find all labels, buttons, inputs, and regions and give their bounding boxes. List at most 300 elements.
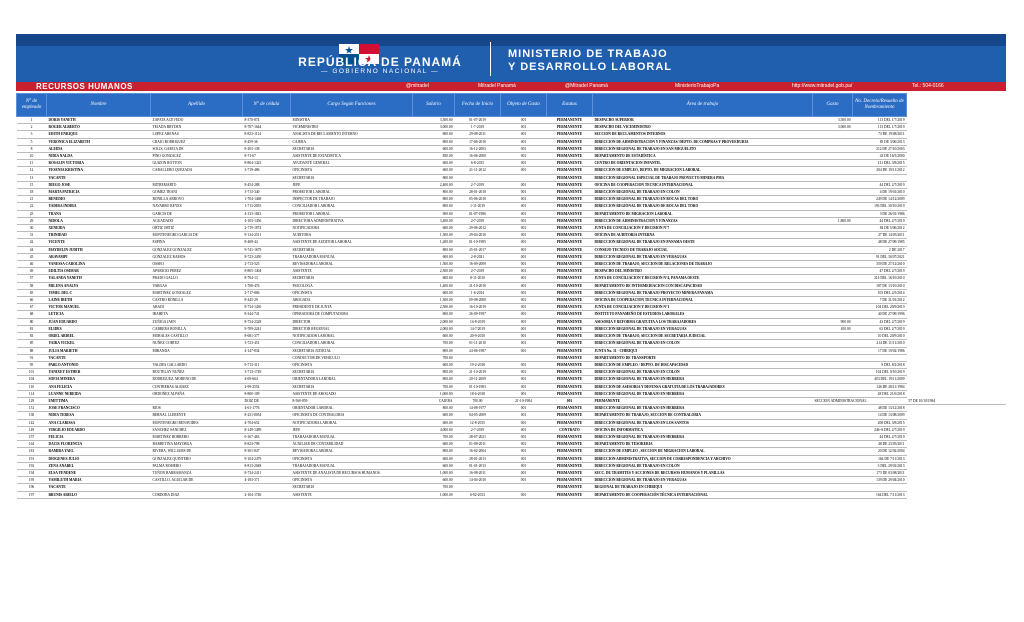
table-cell xyxy=(813,448,853,455)
table-cell: CRAIG RODRIGUEZ xyxy=(151,138,243,145)
table-cell: 16-10-2019 xyxy=(455,304,501,311)
table-cell: 3-723-451 xyxy=(243,340,291,347)
table-cell: 6-8-2015 xyxy=(455,160,501,167)
table-cell: AYUDANTE GENERAL xyxy=(291,160,413,167)
table-cell: 900.00 xyxy=(813,318,853,325)
table-cell: XENEIDA xyxy=(47,225,151,232)
table-cell: VICTOR MANUEL xyxy=(47,304,151,311)
table-cell: 139 DE 29/04/2010 xyxy=(853,477,907,484)
table-cell: DIRECCION REGIONAL DE TRABAJO EN VERAGUAS xyxy=(593,477,813,484)
table-cell xyxy=(813,376,853,383)
table-cell: 40 DE 27/09/1996 xyxy=(853,311,907,318)
table-cell: PERMANENTE xyxy=(547,462,593,469)
table-row xyxy=(17,491,1007,498)
table-cell: 16-02-2004 xyxy=(455,448,501,455)
table-cell: DIRECCION REGIONAL DE TRABAJO EN VERAGUAS xyxy=(593,253,813,260)
column-header: Fecha de Inicio xyxy=(455,94,501,117)
youtube-handle[interactable]: MinisterioTrabajoPa xyxy=(675,83,720,89)
table-cell: 8-813-2048 xyxy=(243,462,291,469)
table-cell: NUÑEZ CORTEZ xyxy=(151,340,243,347)
table-cell xyxy=(853,484,907,491)
table-cell: CONTRERAS ALBAEZ xyxy=(151,383,243,390)
table-row xyxy=(17,131,1007,138)
table-cell: DIRECCION REGIONAL ESPECIAL DE TRABAJO PROYECTO MINERA PMA xyxy=(593,174,813,181)
table-cell: VICEMINISTRO xyxy=(291,124,413,131)
table-cell: 001 xyxy=(501,181,547,188)
table-cell: OFICINA DE COOPERACION TECNICA INTERNACIONAL xyxy=(593,181,813,188)
table-cell xyxy=(813,484,853,491)
table-cell: VACANTE xyxy=(47,354,151,361)
table-cell: 187 DE 13/10/2010 xyxy=(853,282,907,289)
table-cell: 1,400.00 xyxy=(413,282,455,289)
table-cell: 48 DE 27/09/1985 xyxy=(853,239,907,246)
table-cell: 800.00 xyxy=(413,376,455,383)
table-cell: 001 xyxy=(501,145,547,152)
table-cell: 103 DEL 2/5/2014 xyxy=(853,289,907,296)
table-cell: 19-2-2018 xyxy=(455,361,501,368)
table-cell: 01-10-1983 xyxy=(455,383,501,390)
table-cell: GOMEZ TRANI xyxy=(151,189,243,196)
table-cell: 700.00 xyxy=(413,484,455,491)
table-cell: 8 xyxy=(17,145,47,152)
table-cell: DIRECCION DE TRABAJO, SECCION DE SECRETARIA JUDICIAL xyxy=(593,333,813,340)
table-cell: EMITTIMA xyxy=(47,397,151,404)
table-cell: 2-99-2554 xyxy=(243,383,291,390)
table-cell xyxy=(813,275,853,282)
table-cell xyxy=(813,203,853,210)
table-cell xyxy=(813,491,853,498)
table-cell: 8-681-377 xyxy=(243,333,291,340)
table-cell: 14-8-2019 xyxy=(455,318,501,325)
table-row xyxy=(17,311,1007,318)
table-cell: 28-01-2013 xyxy=(455,455,501,462)
table-cell: ZUÑIGA JAEN xyxy=(151,318,243,325)
table-cell: 4 DE 19/01/2010 xyxy=(853,189,907,196)
table-row xyxy=(17,448,1007,455)
table-cell: 001 xyxy=(501,426,547,433)
table-cell: 700.00 xyxy=(413,433,455,440)
table-cell xyxy=(151,174,243,181)
table-cell: 3-713-340 xyxy=(243,189,291,196)
table-cell xyxy=(813,311,853,318)
table-row xyxy=(17,405,1007,412)
table-cell: OFICINISTA xyxy=(291,289,413,296)
table-cell: 4,000.00 xyxy=(413,426,455,433)
table-cell: 3 DE 26/01/1986 xyxy=(853,210,907,217)
table-cell xyxy=(853,354,907,361)
table-cell: BOUTELAY NUÑEZ xyxy=(151,369,243,376)
table-cell: PERMANENTE xyxy=(547,347,593,354)
table-cell xyxy=(813,167,853,174)
table-cell: 9-709-2241 xyxy=(243,325,291,332)
table-cell: 20-9-2010 xyxy=(455,333,501,340)
table-cell: NIDOLA xyxy=(47,217,151,224)
table-cell: DIRECCION REGIONAL DE TRABAJO EN HERRERA xyxy=(593,390,813,397)
table-cell: 8-800-109 xyxy=(243,390,291,397)
table-row xyxy=(17,167,1007,174)
table-cell: PERMANENTE xyxy=(547,340,593,347)
table-cell: 58 xyxy=(17,282,47,289)
table-cell: ABADI xyxy=(151,304,243,311)
table-cell: 001 xyxy=(501,189,547,196)
table-cell: 001 xyxy=(501,253,547,260)
table-cell: ASISTENTE DE ESTADISTICA xyxy=(291,153,413,160)
table-cell: 09-08-2000 xyxy=(455,297,501,304)
table-cell: 29-08-2011 xyxy=(455,131,501,138)
table-cell: 800.00 xyxy=(413,189,455,196)
table-cell: MAYDELIN JUDITH xyxy=(47,246,151,253)
table-cell: MORALES CASTILLO xyxy=(151,333,243,340)
table-cell: PERMANENTE xyxy=(547,383,593,390)
table-cell: 600.00 xyxy=(413,361,455,368)
table-cell: 800.00 xyxy=(413,174,455,181)
table-cell: 001 xyxy=(501,383,547,390)
table-cell xyxy=(813,131,853,138)
table-cell: BONILLA ARROYO xyxy=(151,196,243,203)
table-cell: 142 xyxy=(17,419,47,426)
table-cell: 13 xyxy=(17,174,47,181)
phone-number: Tel.: 504-0166 xyxy=(912,83,944,89)
table-row xyxy=(17,484,1007,491)
table-cell: JEFE xyxy=(291,181,413,188)
table-cell: 001 xyxy=(501,448,547,455)
table-cell: 21 xyxy=(17,196,47,203)
table-cell: 2,400.00 xyxy=(413,181,455,188)
column-header: N° de cédula xyxy=(243,94,291,117)
table-row xyxy=(17,318,1007,325)
table-cell: 1,200.00 xyxy=(413,239,455,246)
table-cell: 600.00 xyxy=(413,275,455,282)
table-cell: 2,000.00 xyxy=(413,318,455,325)
table-row xyxy=(17,275,1007,282)
column-header: Gasto xyxy=(813,94,853,117)
table-cell: 129 xyxy=(17,397,47,404)
table-cell: 8-823-798 xyxy=(243,441,291,448)
table-cell: CONSEJO TECNICO DE TRABAJO SOCIAL xyxy=(593,246,813,253)
table-cell: 8-823-1114 xyxy=(243,131,291,138)
table-cell: 157 xyxy=(17,433,47,440)
table-cell: PERMANENTE xyxy=(547,433,593,440)
table-cell: PERMANENTE xyxy=(547,289,593,296)
table-cell xyxy=(813,145,853,152)
table-cell: 193 DEL 30/10/2019 xyxy=(853,203,907,210)
table-cell: SECRETARIA xyxy=(291,174,413,181)
table-cell: 001 xyxy=(501,405,547,412)
table-cell: 43 DE 16/5/2000 xyxy=(853,153,907,160)
table-cell: SECRETARIA xyxy=(291,145,413,152)
table-cell: 2 DE 2017 xyxy=(853,246,907,253)
table-cell: 001 xyxy=(501,433,547,440)
table-cell: 47 DEL 2/7/2019 xyxy=(853,268,907,275)
table-cell xyxy=(813,160,853,167)
table-cell: 212 DE 27/10/2003 xyxy=(853,145,907,152)
table-cell: DEPARTAMENTO DE ESTADÍSTICA xyxy=(593,153,813,160)
table-cell: 9 DEL 8/2/2018 xyxy=(853,361,907,368)
table-cell: 114 xyxy=(17,390,47,397)
table-cell: 44 DEL 2/7/2019 xyxy=(853,181,907,188)
table-cell: 800.00 xyxy=(413,347,455,354)
table-cell: PERMANENTE xyxy=(547,477,593,484)
table-cell: REGIONAL DE TRABAJO EN CHIRIQUI xyxy=(593,484,813,491)
table-cell xyxy=(813,455,853,462)
website-link[interactable]: http://www.mitradel.gob.pa/ xyxy=(792,83,853,89)
table-row xyxy=(17,239,1007,246)
table-cell: DACIS FLORENCIA xyxy=(47,441,151,448)
table-cell: PERMANENTE xyxy=(547,217,593,224)
table-cell: LETICIA xyxy=(47,311,151,318)
table-cell: 63 DEL 2/7/2019 xyxy=(853,325,907,332)
facebook-handle[interactable]: Mitradel Panamá xyxy=(478,83,516,89)
table-cell: PERMANENTE xyxy=(547,153,593,160)
table-cell: VACANTE xyxy=(47,484,151,491)
table-cell: PERMANENTE xyxy=(547,318,593,325)
table-cell: SECRETARIA xyxy=(291,246,413,253)
table-cell: 001 xyxy=(501,390,547,397)
table-cell: 800.00 xyxy=(413,448,455,455)
table-cell: JUNTA DE CONCILIACION Y DECISION N°4, PANAMA OESTE xyxy=(593,275,813,282)
table-cell: MITREMARTO xyxy=(151,181,243,188)
table-cell xyxy=(813,289,853,296)
table-cell: 16-06-2000 xyxy=(455,153,501,160)
table-row xyxy=(17,412,1007,419)
table-cell: 1,800.00 xyxy=(813,217,853,224)
table-cell: 1-708-476 xyxy=(243,282,291,289)
table-cell: VERONICA ELIZABETH xyxy=(47,138,151,145)
table-cell: 800.00 xyxy=(413,246,455,253)
table-cell: PRESIDENTE DE JUNTA xyxy=(291,304,413,311)
instagram-handle[interactable]: @Mitradel Panamá xyxy=(565,83,608,89)
table-cell: 001 xyxy=(501,412,547,419)
table-cell: ELSA YENDENE xyxy=(47,469,151,476)
table-cell: OFICINISTA xyxy=(291,361,413,368)
table-cell: PERMANENTE xyxy=(547,297,593,304)
table-cell: 20-11-2009 xyxy=(455,376,501,383)
table-row xyxy=(17,261,1007,268)
table-cell: 8-11-2010 xyxy=(455,275,501,282)
table-cell: 001 xyxy=(501,167,547,174)
table-row xyxy=(17,419,1007,426)
table-cell: LAINE IBETH xyxy=(47,297,151,304)
table-cell: 83 xyxy=(17,333,47,340)
table-cell: ASESORIA Y REFORMA GRATUITA A LOS TRABAJADORES xyxy=(593,318,813,325)
table-cell xyxy=(813,261,853,268)
table-cell: PERMANENTE xyxy=(547,232,593,239)
table-cell: 1 xyxy=(17,117,47,124)
table-cell: 600.00 xyxy=(413,441,455,448)
column-header: Apellido xyxy=(151,94,243,117)
table-cell: ABOGADA xyxy=(291,297,413,304)
table-cell: PINO GONZALEZ xyxy=(151,153,243,160)
table-cell: MILENA ANALYS xyxy=(47,282,151,289)
table-cell: 8-723-2450 xyxy=(243,253,291,260)
table-row xyxy=(17,397,1007,404)
table-cell: EDILTIA OSIMAR xyxy=(47,268,151,275)
table-cell: 359 DE 27/12/2010 xyxy=(853,261,907,268)
table-cell: LOPEZ ARENAS xyxy=(151,131,243,138)
table-cell: 600.00 xyxy=(413,412,455,419)
table-cell: DIRECCION DE EMPLEO / DEPTO. DE DISCAPACIDAD xyxy=(593,361,813,368)
table-cell: 04-05-2009 xyxy=(455,412,501,419)
table-cell: PERMANENTE xyxy=(547,268,593,275)
table-cell: SECRETARIA JUDICIAL xyxy=(291,347,413,354)
table-cell: 131 xyxy=(17,405,47,412)
table-cell: ZAPATA ACEVEDO xyxy=(151,117,243,124)
table-cell: PRADO GALLO xyxy=(151,275,243,282)
column-header: Salario xyxy=(413,94,455,117)
table-cell: ASISTENTE DE AUDITOR LABORAL xyxy=(291,239,413,246)
table-cell: 16-12-2003 xyxy=(455,145,501,152)
table-cell: 9-741-1679 xyxy=(243,246,291,253)
table-cell: ANA FELICIA xyxy=(47,383,151,390)
table-cell: 5 xyxy=(17,138,47,145)
republic-title: REPÚBLICA DE PANAMÁ xyxy=(298,55,462,69)
table-cell: 49 xyxy=(17,268,47,275)
table-cell: 8-707-1644 xyxy=(243,124,291,131)
table-cell: JUNTA DE CONCILIACION Y DECISION N°1 xyxy=(593,304,813,311)
table-cell: 57 DE 10/10/1984 xyxy=(907,397,1007,404)
table-row xyxy=(17,203,1007,210)
table-cell: DIRECCION REGIONAL DE TRABAJO EN PANAMA OESTE xyxy=(593,239,813,246)
table-row xyxy=(17,225,1007,232)
table-cell: CONDUCTOR DE VEHICULO xyxy=(291,354,413,361)
table-cell: PERMANENTE xyxy=(547,196,593,203)
table-cell: 67 xyxy=(17,304,47,311)
table-cell: 2-717-806 xyxy=(243,289,291,296)
table-cell: 196 xyxy=(17,484,47,491)
table-cell: 113 DEL 1/7/2019 xyxy=(853,124,907,131)
table-cell: 45 xyxy=(17,253,47,260)
table-cell: 800.00 xyxy=(413,203,455,210)
table-cell: 600.00 xyxy=(413,167,455,174)
table-cell: 16-08-2011 xyxy=(455,469,501,476)
table-cell: AGUADADO xyxy=(151,217,243,224)
table-cell: 001 xyxy=(501,491,547,498)
table-cell: 2-713-525 xyxy=(243,261,291,268)
twitter-handle[interactable]: @mitradel xyxy=(406,83,429,89)
table-cell: 8-149-1489 xyxy=(243,426,291,433)
table-cell xyxy=(813,138,853,145)
table-cell xyxy=(813,477,853,484)
table-cell: 01-07-2019 xyxy=(455,117,501,124)
table-row xyxy=(17,426,1007,433)
table-cell: DEPARTAMENTO DE TRANSPORTE xyxy=(593,354,813,361)
table-cell: GUIZON ROTTON xyxy=(151,160,243,167)
table-cell: 91 DEL 30/07/2021 xyxy=(853,253,907,260)
table-cell: 8-301-847 xyxy=(243,448,291,455)
table-cell: 249 DE 14/12/2009 xyxy=(853,196,907,203)
table-cell: DIRECCION REGIONAL DE TRABAJO EN COLON xyxy=(593,340,813,347)
table-row xyxy=(17,383,1007,390)
table-cell: CABRERA BONILLA xyxy=(151,325,243,332)
table-cell: PERMANENTE xyxy=(547,304,593,311)
table-cell: 84 DE 5/06/2012 xyxy=(853,225,907,232)
table-row xyxy=(17,117,1007,124)
table-cell: 18-6-2018 xyxy=(455,390,501,397)
table-cell: MARTINEZ BORRERO xyxy=(151,433,243,440)
table-cell xyxy=(501,354,547,361)
table-cell: 001 xyxy=(501,268,547,275)
table-cell: SANCHEZ SANCHEZ xyxy=(151,426,243,433)
table-cell: OPERADORA DE COMPUTADORA xyxy=(291,311,413,318)
section-title: RECURSOS HUMANOS xyxy=(36,82,133,91)
column-header: Estatus xyxy=(547,94,593,117)
table-cell: 14-08-1977 xyxy=(455,405,501,412)
table-cell: 1-6-2014 xyxy=(455,289,501,296)
table-cell: 214 DE 11/11/2010 xyxy=(853,340,907,347)
table-row xyxy=(17,174,1007,181)
table-cell: TUÑON BARRAMANZA xyxy=(151,469,243,476)
table-row xyxy=(17,354,1007,361)
table-cell: 001 xyxy=(547,397,593,404)
table-cell: VICENTE xyxy=(47,239,151,246)
table-cell xyxy=(813,210,853,217)
table-cell: PERMANENTE xyxy=(547,333,593,340)
table-cell: 28-07-2021 xyxy=(455,433,501,440)
table-cell: 15 xyxy=(17,181,47,188)
table-row xyxy=(17,196,1007,203)
table-cell: 001 xyxy=(501,124,547,131)
table-cell: DIRECCION REGIONAL DE TRABAJO DE BOCAS DEL TORO xyxy=(593,203,813,210)
table-cell xyxy=(813,354,853,361)
table-cell: 85 xyxy=(17,340,47,347)
table-cell: 1-7-2019 xyxy=(455,124,501,131)
table-cell xyxy=(813,174,853,181)
table-cell: 2,500.00 xyxy=(413,304,455,311)
table-cell: 800.00 xyxy=(413,138,455,145)
table-cell: DIRECCION DE ADMINISTRACION Y FINANZAS/ DEPTO. DE COMPRAS Y PROVEEDURIA xyxy=(593,138,813,145)
banner-divider xyxy=(490,42,491,76)
table-cell: 600.00 xyxy=(413,462,455,469)
table-row xyxy=(17,340,1007,347)
table-cell xyxy=(813,347,853,354)
table-cell: 25 xyxy=(17,210,47,217)
table-cell: GARCIA DE xyxy=(151,210,243,217)
table-cell: SOFIA MINERA xyxy=(47,376,151,383)
table-cell: 3-713-1749 xyxy=(243,369,291,376)
table-cell: 05-06-2010 xyxy=(455,196,501,203)
table-cell: DIRECCION DE EMPLEO , SECCION DE MIGRACION LABORAL xyxy=(593,448,813,455)
table-cell: DIRECCION DE ASESORIA Y DEFENSA GRATUITA DE LOS TRABAJADORES xyxy=(593,383,813,390)
table-cell: PERMANENTE xyxy=(547,210,593,217)
table-cell: CAJERA xyxy=(413,397,455,404)
table-cell: 44 DEL 2/7/2019 xyxy=(853,433,907,440)
table-cell: 001 xyxy=(501,333,547,340)
table-cell: PERMANENTE xyxy=(547,246,593,253)
table-cell: 700.00 xyxy=(413,383,455,390)
table-cell: 113 DEL 1/7/2019 xyxy=(853,117,907,124)
table-cell: 01-08-2011 xyxy=(455,441,501,448)
table-cell: 44 xyxy=(17,246,47,253)
table-cell: 01-11-2010 xyxy=(455,340,501,347)
table-cell: 31 xyxy=(17,232,47,239)
table-cell: PERMANENTE xyxy=(547,390,593,397)
table-cell: DESPACHO DEL MINISTRO xyxy=(593,268,813,275)
table-cell: 246-A DEL 2/7/2019 xyxy=(853,426,907,433)
table-cell: 80 xyxy=(17,318,47,325)
table-cell xyxy=(501,174,547,181)
table-cell: SECRETARIA xyxy=(291,484,413,491)
table-cell: 24-06-1987 xyxy=(455,347,501,354)
table-cell: LUANNE NEREIDA xyxy=(47,390,151,397)
table-cell: 1,000.00 xyxy=(413,390,455,397)
table-cell: 001 xyxy=(501,419,547,426)
table-cell: TRANA xyxy=(47,210,151,217)
table-cell: CASTILLO, AGUILAR DE xyxy=(151,477,243,484)
table-cell: BERNAL LLERENTE xyxy=(151,412,243,419)
table-cell xyxy=(813,253,853,260)
table-cell: SECCION DE RECLAMENTOS INTERNOS xyxy=(593,131,813,138)
table-cell: DEPARTAMENTO DE TRABAJO, SECCION DE CONTRALORIA xyxy=(593,412,813,419)
